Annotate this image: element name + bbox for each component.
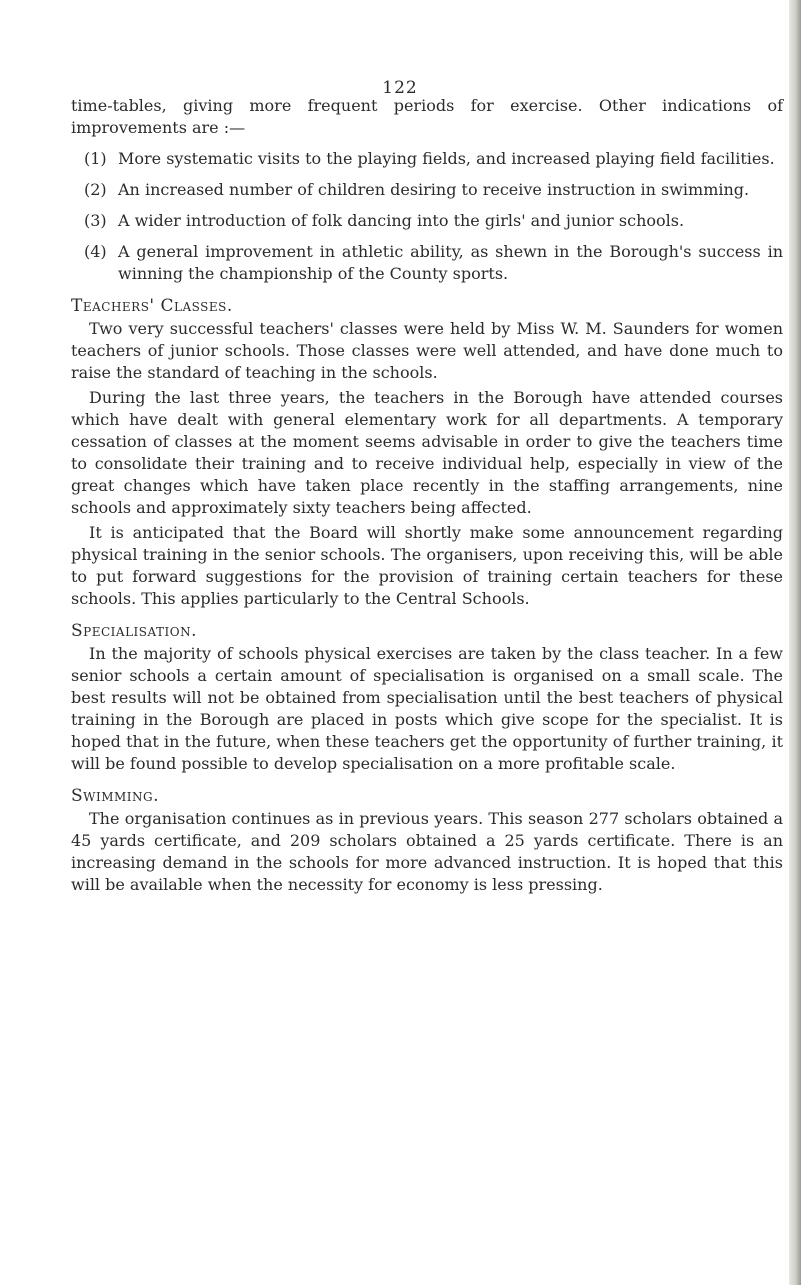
page-edge bbox=[789, 0, 801, 1285]
paragraph: Two very successful teachers' classes were held by Miss W. M. Saunders for women teachers of junior schools. Those classes were well attended, and have done much to raise the standard of teaching in the schools. bbox=[71, 319, 783, 382]
list-item-number: (4) bbox=[84, 242, 107, 261]
section-heading: Specialisation. bbox=[71, 621, 197, 641]
list-item-number: (1) bbox=[84, 149, 107, 168]
paragraph: In the majority of schools physical exercises are taken by the class teacher. In a few senior schools a certain amount of specialisation is organised on a small scale. The best results will not be obtained from specialisation until the best teachers of physical training in the Borough are placed in posts which give scope for the specialist. It is hoped that in the future, when these teachers get the opportunity of further training, it will be found possible to develop specialisation on a more profitable scale. bbox=[71, 644, 783, 773]
list-item-text: A wider introduction of folk dancing into the girls' and junior schools. bbox=[118, 211, 685, 230]
list-item-text: A general improvement in athletic ability, as shewn in the Borough's success in winning the championship of the County sports. bbox=[118, 242, 783, 283]
section-heading: Swimming. bbox=[71, 786, 160, 806]
section-specialisation bbox=[71, 620, 783, 775]
list-item-number: (3) bbox=[84, 211, 107, 230]
list-item bbox=[84, 241, 783, 285]
list-item bbox=[84, 148, 783, 170]
list-item bbox=[84, 210, 783, 232]
section-swimming bbox=[71, 785, 783, 896]
list-item-text: An increased number of children desiring to receive instruction in swimming. bbox=[118, 180, 750, 199]
list-item-text: More systematic visits to the playing fields, and increased playing field facilities. bbox=[118, 149, 775, 168]
paragraph: During the last three years, the teachers in the Borough have attended courses which have dealt with general elementary work for all departments. A temporary cessation of classes at the moment seems advisable in order to give the teachers time to consolidate their training and to receive individual help, especially in view of the great changes which have taken place recently in the staffing arrangements, nine schools and approximately sixty teachers being affected. bbox=[71, 388, 783, 517]
section-teachers-classes bbox=[71, 295, 783, 610]
list-item-number: (2) bbox=[84, 180, 107, 199]
page-number: 122 bbox=[382, 78, 418, 98]
section-heading: Teachers' Classes. bbox=[71, 296, 233, 316]
intro-paragraph: time-tables, giving more frequent periods for exercise. Other indications of improvements are :— bbox=[71, 96, 783, 137]
paragraph: The organisation continues as in previous years. This season 277 scholars obtained a 45 yards certificate, and 209 scholars obtained a 25 yards certificate. There is an increasing demand in the schools for more advanced instruction. It is hoped that this will be available when the necessity for economy is less pressing. bbox=[71, 809, 783, 894]
list-item bbox=[84, 179, 783, 201]
page-body bbox=[71, 95, 783, 896]
paragraph: It is anticipated that the Board will shortly make some announcement regarding physical training in the senior schools. The organisers, upon receiving this, will be able to put forward suggestions for the provision of training certain teachers for these schools. This applies particularly to the Central Schools. bbox=[71, 523, 783, 608]
improvements-list bbox=[71, 148, 783, 285]
